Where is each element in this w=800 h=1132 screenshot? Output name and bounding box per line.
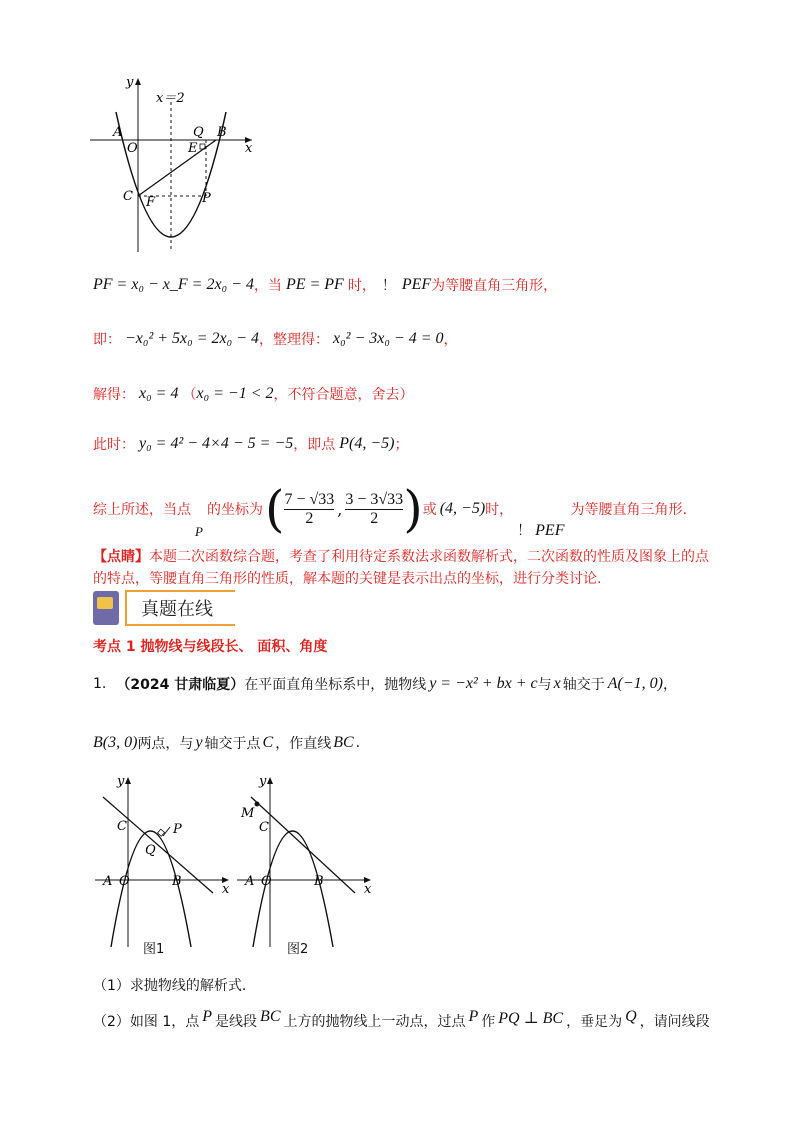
banner-tag: [125, 590, 235, 626]
text: ，: [443, 332, 458, 348]
fig-label-P: P: [202, 191, 211, 206]
text: 是线段: [215, 1014, 258, 1030]
text: （2）如图 1，点: [93, 1014, 200, 1030]
text: 轴交于点: [204, 736, 261, 752]
fig1-label-A: A: [103, 874, 113, 889]
solution-line-5: [93, 478, 687, 540]
text: .: [355, 735, 361, 751]
fig-label-x: x: [245, 141, 253, 156]
text: 为等腰直角三角形，: [431, 278, 558, 294]
math-c: C: [262, 734, 274, 751]
math-pf: PF = x₀ − x_F = 2x₀ − 4: [93, 276, 254, 293]
fig1-label-C: C: [117, 819, 127, 834]
fig1-label-Q: Q: [145, 843, 156, 858]
text: ，请问线段: [639, 1014, 710, 1030]
math-bc: BC: [333, 734, 354, 751]
banner-title: 真题在线: [141, 599, 213, 620]
fraction-2-den: 2: [345, 509, 403, 528]
fig-label-O: O: [127, 141, 138, 156]
math-p: P: [202, 1008, 213, 1025]
book-icon: [93, 591, 119, 625]
text: 为等腰直角三角形.: [570, 502, 687, 518]
text: 上方的抛物线上一动点，过点: [283, 1014, 466, 1030]
math-point: (4, −5): [439, 500, 486, 517]
sub-question-2: [93, 1008, 710, 1034]
triangle-symbol: ！: [381, 278, 396, 294]
fig-label-E: E: [188, 141, 198, 156]
solution-line-4: [93, 431, 408, 457]
fig1-label-B: B: [172, 874, 182, 889]
paren-open: (: [264, 480, 285, 538]
question-1-line-2: [93, 730, 360, 756]
fraction-1: [284, 491, 334, 528]
math-p: P: [195, 524, 203, 539]
math-parabola: y = −x² + bx + c: [429, 675, 538, 692]
kaodian-heading: 考点 1 抛物线与线段长、 面积、角度: [93, 639, 328, 655]
text: 作: [481, 1014, 496, 1030]
top-parabola-figure: [90, 72, 260, 257]
math-point-p: P(4, −5): [339, 435, 395, 452]
fig-label-C: C: [123, 189, 133, 204]
text: 即：: [93, 332, 121, 348]
text: 时，: [485, 502, 514, 518]
text: ，不符合题意，舍去）: [273, 387, 414, 403]
text: 时，: [347, 278, 376, 294]
fig-label-axis: x＝2: [156, 91, 185, 106]
comma: ,: [337, 499, 343, 519]
note-paragraph: [93, 546, 713, 590]
text: 与: [537, 677, 552, 693]
math-x: x: [553, 675, 561, 692]
solution-line-1: [93, 272, 557, 298]
text: 综上所述，当点: [93, 502, 191, 518]
figure-1: [95, 775, 235, 950]
fig2-label-B: B: [314, 874, 324, 889]
fig-label-B: B: [217, 125, 227, 140]
text: 轴交于: [562, 677, 605, 693]
text: ，当: [253, 278, 282, 294]
sub-question-1: （1）求抛物线的解析式.: [93, 978, 247, 994]
question-number: 1.: [93, 676, 107, 692]
text: ，: [662, 677, 677, 693]
text: ；: [394, 437, 409, 453]
fig1-label-y: y: [117, 775, 125, 789]
fig2-label-x: x: [364, 882, 372, 897]
solution-line-2: [93, 326, 458, 352]
figure-1-caption: 图1: [143, 942, 165, 957]
fig1-label-P: P: [173, 822, 182, 837]
text: 此时：: [93, 437, 135, 453]
text: 的坐标为: [206, 502, 263, 518]
fig2-label-A: A: [245, 874, 255, 889]
text: （: [182, 387, 197, 403]
fraction-1-num: 7 − √33: [284, 490, 335, 508]
text: ，即点: [293, 437, 336, 453]
fig1-label-O: O: [119, 874, 130, 889]
question-source: （2024 甘肃临夏）: [116, 677, 245, 693]
figure-2-caption: 图2: [287, 942, 309, 957]
fraction-2: [345, 491, 403, 528]
math-p: P: [468, 1008, 479, 1025]
math-root-2: x₀ = −1 < 2: [196, 385, 274, 402]
fig2-label-M: M: [241, 806, 255, 821]
math-simplified: x₀² − 3x₀ − 4 = 0: [332, 330, 444, 347]
math-bc: BC: [260, 1008, 281, 1025]
math-pe-pf: PE = PF: [285, 276, 344, 293]
fig-label-y: y: [126, 75, 134, 90]
fig-label-Q: Q: [193, 125, 204, 140]
math-pq-perp-bc: PQ ⊥ BC: [498, 1010, 564, 1027]
note-head: 【点睛】: [93, 549, 149, 565]
text: ，作直线: [275, 736, 332, 752]
text: 解得：: [93, 387, 135, 403]
fig1-label-x: x: [222, 882, 230, 897]
fraction-2-num: 3 − 3√33: [345, 490, 404, 508]
fig2-label-y: y: [259, 775, 267, 789]
question-1-line-1: [93, 671, 677, 697]
math-pef: PEF: [401, 276, 432, 293]
text: 或: [422, 502, 437, 518]
math-pef: PEF: [535, 522, 565, 539]
triangle-symbol: ！: [517, 523, 532, 539]
math-root-1: x₀ = 4: [139, 385, 179, 402]
math-equation: −x₀² + 5x₀ = 2x₀ − 4: [125, 330, 259, 347]
text: 在平面直角坐标系中，抛物线: [244, 677, 427, 693]
math-y0: y₀ = 4² − 4×4 − 5 = −5: [139, 435, 294, 452]
math-y: y: [195, 734, 203, 751]
fraction-1-den: 2: [284, 509, 334, 528]
text: ，垂足为: [566, 1014, 623, 1030]
paren-close: ): [403, 480, 423, 538]
fig-label-F: F: [146, 195, 156, 210]
figure-2: [237, 775, 377, 950]
fig2-label-O: O: [261, 874, 272, 889]
math-point-b: B(3, 0): [93, 734, 138, 751]
text: ，整理得：: [258, 332, 329, 348]
note-body: 本题二次函数综合题，考查了利用待定系数法求函数解析式，二次函数的性质及图象上的点的特点，等腰直角三角形的性质，解本题的关键是表示出点的坐标，进行分类讨论.: [93, 549, 709, 587]
math-point-a: A(−1, 0): [607, 675, 663, 692]
text: 两点，与: [137, 736, 194, 752]
fig-label-A: A: [113, 125, 123, 140]
solution-line-3: [93, 381, 414, 407]
fig2-label-C: C: [259, 820, 269, 835]
math-q: Q: [625, 1008, 637, 1025]
section-banner: [93, 588, 235, 628]
